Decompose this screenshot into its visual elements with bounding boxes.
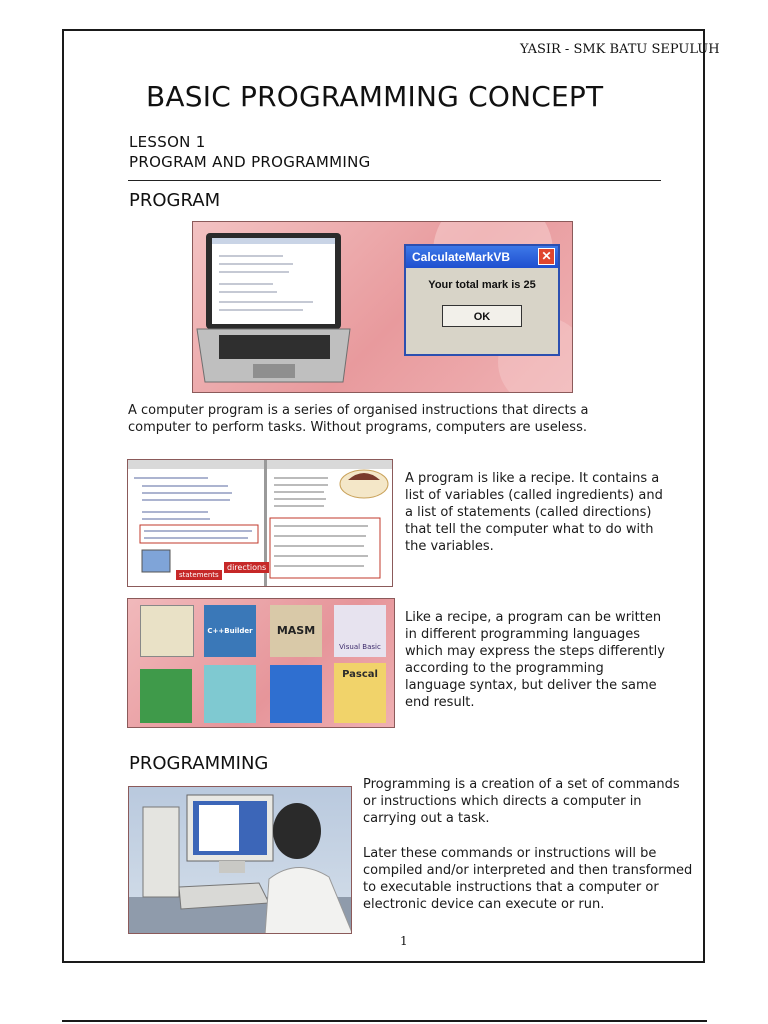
recipe-code-figure	[127, 459, 393, 587]
program-intro-text: A computer program is a series of organised instructions that directs a computer to perform tasks. Without programs, computers are useless.	[128, 403, 589, 435]
book-cover-masm: MASM	[270, 605, 322, 657]
directions-label: directions	[224, 562, 269, 573]
ok-button[interactable]: OK	[442, 305, 522, 327]
recipe-analogy-text: A program is like a recipe. It contains a list of variables (called ingredients) and a list of statements (called directions) that tell the computer what to do with the variables.	[405, 471, 663, 554]
languages-text: Like a recipe, a program can be written in different programming languages which may express the steps differently according to the programming language syntax, but deliver the same end result.	[405, 610, 665, 710]
lesson-number: LESSON 1	[129, 133, 206, 151]
lesson-name: PROGRAM AND PROGRAMMING	[129, 153, 371, 171]
message-box-title: CalculateMarkVB	[412, 250, 511, 264]
lesson-heading	[129, 132, 371, 172]
message-box-text: Your total mark is 25	[428, 279, 536, 291]
program-heading: PROGRAM	[129, 190, 221, 211]
book-cover-1	[140, 605, 194, 657]
laptop-dialog-figure	[192, 221, 573, 393]
book-cover-pascal: Pascal	[334, 663, 386, 723]
close-icon[interactable]: ✕	[538, 248, 555, 265]
programmer-illustration	[129, 787, 352, 934]
programming-heading: PROGRAMMING	[129, 753, 269, 774]
title-divider	[128, 180, 661, 181]
message-box-titlebar	[406, 246, 558, 268]
header-author-note: YASIR - SMK BATU SEPULUH	[520, 42, 720, 57]
book-cover-5	[140, 669, 192, 723]
message-box	[404, 244, 560, 356]
programming-process: Later these commands or instructions will be compiled and/or interpreted and then transformed to executable instructions that a computer or electronic device can execute or run.	[363, 846, 693, 912]
programmer-figure	[128, 786, 352, 934]
page-title: BASIC PROGRAMMING CONCEPT	[146, 80, 604, 113]
next-page-border	[62, 1020, 707, 1022]
page-number: 1	[400, 934, 408, 948]
statements-label: statements	[176, 570, 222, 580]
book-cover-6	[204, 665, 256, 723]
book-cover-7	[270, 665, 322, 723]
book-cover-vb: Visual Basic	[334, 605, 386, 657]
language-books-figure	[127, 598, 395, 728]
book-cover-cpp: C++Builder	[204, 605, 256, 657]
programming-definition: Programming is a creation of a set of commands or instructions which directs a computer in carrying out a task.	[363, 777, 680, 826]
